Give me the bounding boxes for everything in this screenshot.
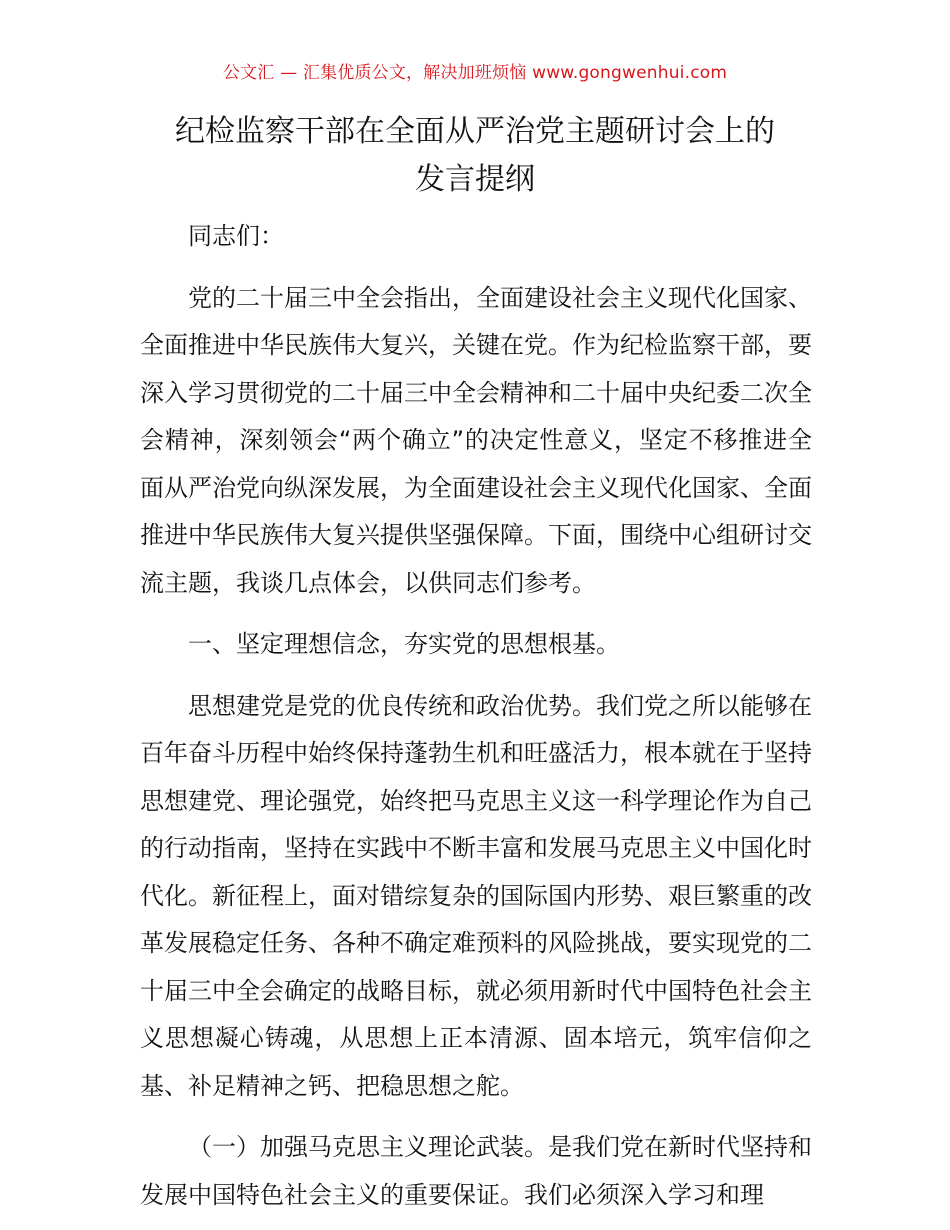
site-header-banner: 公文汇 — 汇集优质公文，解决加班烦恼 www.gongwenhui.com <box>222 63 728 83</box>
paragraph-intro: 党的二十届三中全会指出，全面建设社会主义现代化国家、全面推进中华民族伟大复兴，关键在党。作为纪检监察干部，要深入学习贯彻党的二十届三中全会精神和二十届中央纪委二次全会精神，深刻领会“两个确立”的决定性意义，坚定不移推进全面从严治党向纵深发展，为全面建设社会主义现代化国家、全面推进中华民族伟大复兴提供坚强保障。下面，围绕中心组研讨交流主题，我谈几点体会，以供同志们参考。 <box>140 283 812 597</box>
document-title <box>0 108 950 204</box>
title-line-2: 发言提纲 <box>415 162 535 197</box>
salutation: 同志们： <box>188 222 284 250</box>
paragraph-section-1: 思想建党是党的优良传统和政治优势。我们党之所以能够在百年奋斗历程中始终保持蓬勃生机和旺盛活力，根本就在于坚持思想建党、理论强党，始终把马克思主义这一科学理论作为自己的行动指南，坚持在实践中不断丰富和发展马克思主义中国化时代化。新征程上，面对错综复杂的国际国内形势、艰巨繁重的改革发展稳定任务、各种不确定难预料的风险挑战，要实现党的二十届三中全会确定的战略目标，就必须用新时代中国特色社会主义思想凝心铸魂，从思想上正本清源、固本培元，筑牢信仰之基、补足精神之钙、把稳思想之舵。 <box>140 691 812 1100</box>
section-heading-1: 一、坚定理想信念，夯实党的思想根基。 <box>188 630 620 658</box>
paragraph-subsection-1: （一）加强马克思主义理论武装。是我们党在新时代坚持和发展中国特色社会主义的重要保证。我们必须深入学习和理 <box>140 1133 812 1209</box>
title-line-1: 纪检监察干部在全面从严治党主题研讨会上的 <box>175 114 775 149</box>
document-body <box>140 213 812 1219</box>
